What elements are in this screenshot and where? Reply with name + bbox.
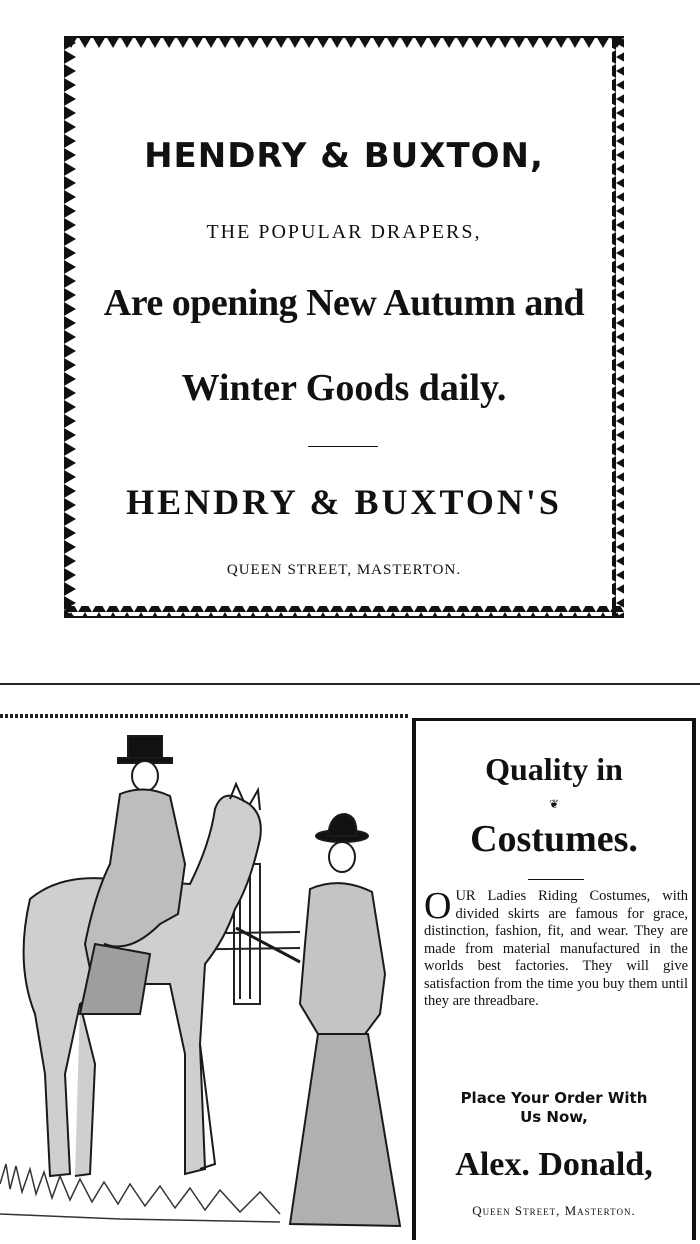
advert-title: HENDRY & BUXTON, <box>144 136 544 176</box>
advert-heading-line2: Costumes. <box>470 818 638 860</box>
shop-address: QUEEN STREET, MASTERTON. <box>226 562 462 578</box>
horse-and-riders-image <box>0 714 408 1240</box>
call-to-action <box>416 1089 692 1127</box>
advert-headline-line2: Winter Goods daily. <box>181 367 507 409</box>
cta-line1: Place Your Order With <box>460 1089 648 1107</box>
merchant-name: Alex. Donald, <box>455 1146 653 1183</box>
advert-body-text <box>424 885 688 1011</box>
advert-headline-line1: Are opening New Autumn and <box>103 282 585 324</box>
shop-name: HENDRY & BUXTON'S <box>126 482 562 522</box>
zigzag-border <box>64 36 624 618</box>
alex-donald-advert <box>412 718 696 1240</box>
riding-costume-illustration <box>0 714 408 1240</box>
column-divider <box>0 683 700 685</box>
divider-rule <box>308 446 378 447</box>
drop-cap: O <box>424 885 452 927</box>
advert-subtitle: THE POPULAR DRAPERS, <box>206 221 482 243</box>
advert-heading-line1: Quality in <box>485 751 623 787</box>
grass-drawing <box>0 1164 280 1222</box>
merchant-address: Queen Street, Masterton. <box>472 1203 636 1218</box>
ornament-icon: ❦ <box>548 797 560 811</box>
cta-line2: Us Now, <box>520 1108 588 1126</box>
divider-rule <box>528 879 584 880</box>
hendry-buxton-advert <box>64 36 624 618</box>
body-copy: UR Ladies Riding Costumes, with divided skirts are famous for grace, distinction, fashion, fit, and wear. They are made from material manufactured in the worlds best factories. They will give satisfaction from the time you buy them until they are threadbare. <box>424 888 688 1009</box>
